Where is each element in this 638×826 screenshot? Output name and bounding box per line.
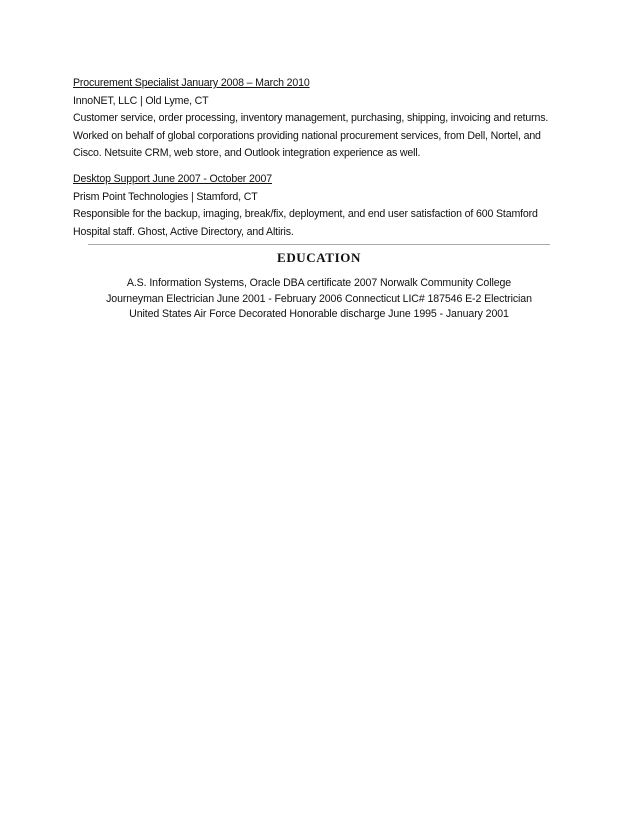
education-list xyxy=(0,276,638,323)
experience-entry-desktop-support xyxy=(73,171,573,241)
education-heading: EDUCATION xyxy=(277,250,361,265)
education-item: United States Air Force Decorated Honorable discharge June 1995 - January 2001 xyxy=(129,308,509,320)
job-description-line: Worked on behalf of global corporations providing national procurement services, from Dell, Nortel, and xyxy=(73,129,541,142)
education-item: Journeyman Electrician June 2001 - February 2006 Connecticut LIC# 187546 E-2 Electrician xyxy=(106,292,532,305)
job-company: InnoNET, LLC | Old Lyme, CT xyxy=(73,94,209,107)
job-company: Prism Point Technologies | Stamford, CT xyxy=(73,190,258,203)
experience-entry-procurement xyxy=(73,75,573,163)
job-description-line: Responsible for the backup, imaging, break/fix, deployment, and end user satisfaction of 600 Stamford xyxy=(73,208,538,220)
job-title: Desktop Support June 2007 - October 2007 xyxy=(73,173,272,185)
job-description-line: Hospital staff. Ghost, Active Directory, and Altiris. xyxy=(73,225,294,238)
job-description-line: Customer service, order processing, inventory management, purchasing, shipping, invoicing and returns. xyxy=(73,112,549,124)
job-title: Procurement Specialist January 2008 – March 2010 xyxy=(73,77,310,89)
section-divider xyxy=(88,244,550,245)
education-item: A.S. Information Systems, Oracle DBA certificate 2007 Norwalk Community College xyxy=(126,277,512,289)
job-description-line: Cisco. Netsuite CRM, web store, and Outlook integration experience as well. xyxy=(73,147,421,159)
